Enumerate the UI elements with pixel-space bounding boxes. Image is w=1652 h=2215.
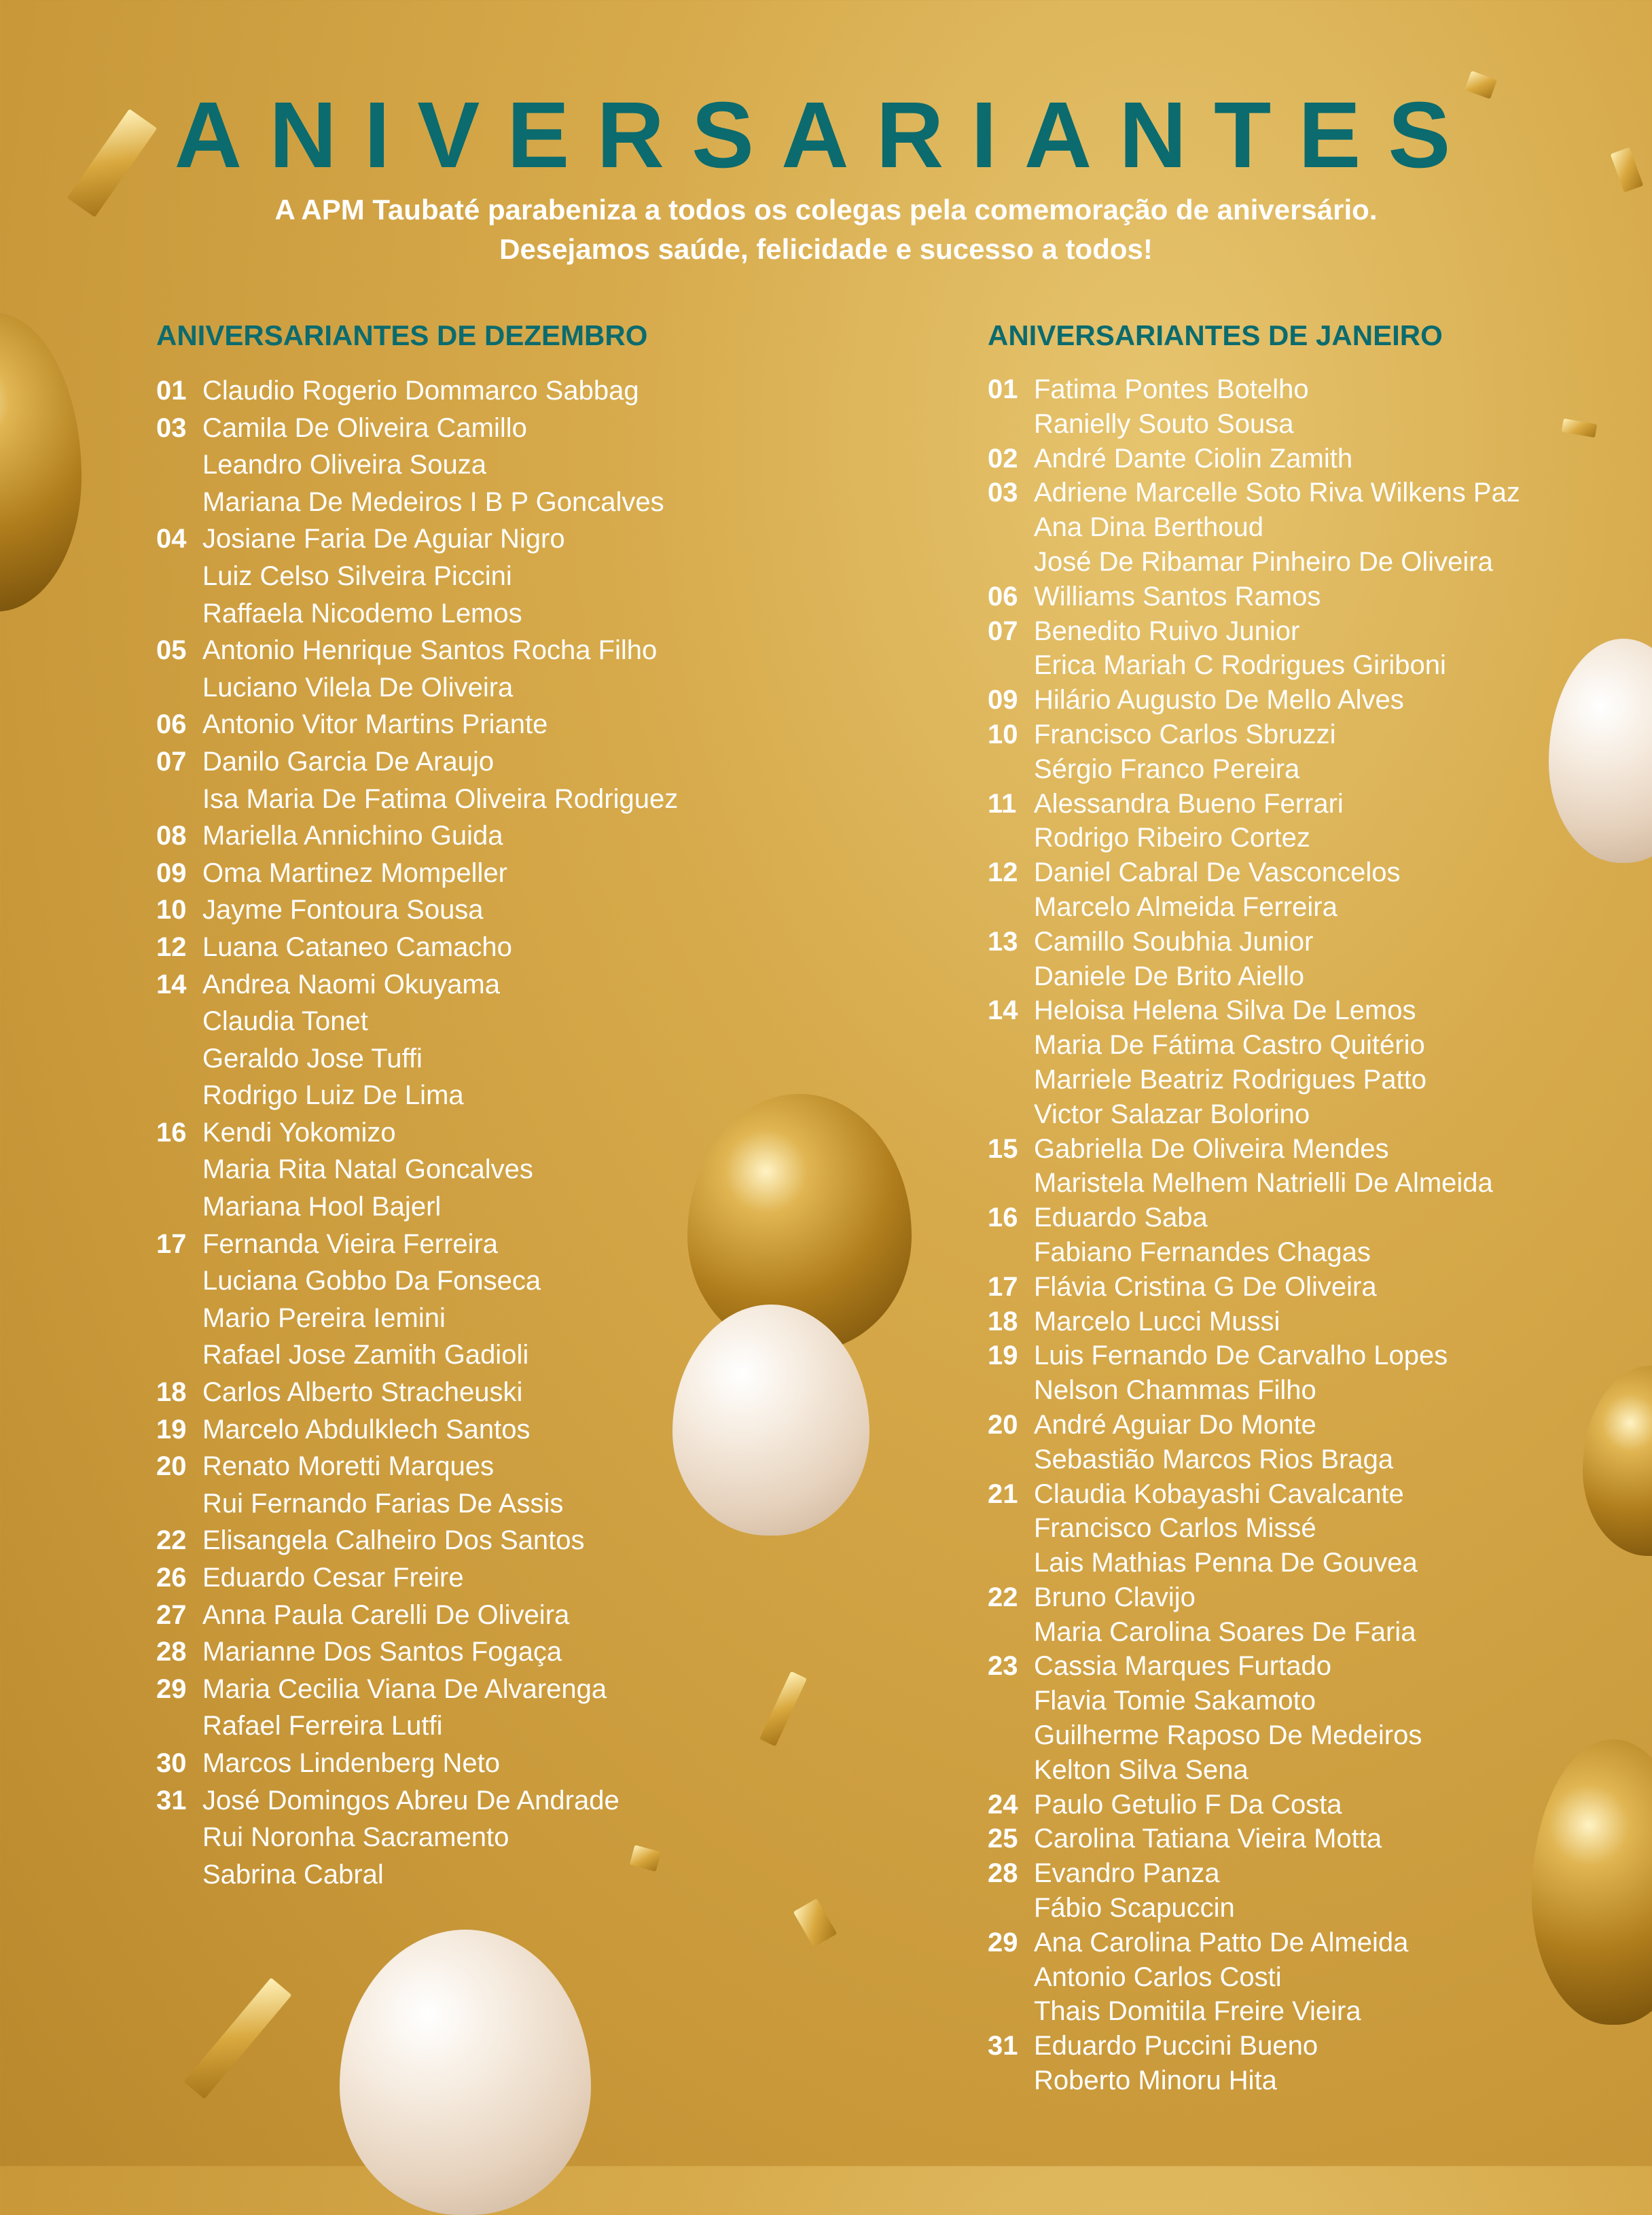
birthday-names: [1034, 993, 1599, 1131]
birthday-day: 26: [156, 1563, 187, 1593]
person-name: Mariana De Medeiros I B P Goncalves: [202, 486, 664, 517]
birthday-day: 07: [988, 616, 1018, 646]
birthday-day: 17: [988, 1271, 1018, 1302]
birthday-day: 24: [988, 1789, 1018, 1820]
person-name: Marcos Lindenberg Neto: [202, 1748, 501, 1778]
birthday-day: 31: [988, 2031, 1018, 2061]
person-name: Elisangela Calheiro Dos Santos: [202, 1525, 585, 1556]
birthday-entry: [156, 929, 836, 966]
birthday-entry: [156, 1597, 836, 1634]
birthday-day: 16: [988, 1203, 1018, 1233]
person-name: Victor Salazar Bolorino: [1034, 1099, 1310, 1129]
birthday-names: [1034, 580, 1599, 614]
birthday-day: 03: [988, 478, 1018, 508]
birthday-entry: [988, 787, 1599, 856]
person-name: Kendi Yokomizo: [202, 1117, 396, 1148]
person-name: Luciano Vilela De Oliveira: [202, 672, 514, 703]
birthday-day: 18: [988, 1306, 1018, 1336]
birthday-entry: [988, 1822, 1599, 1856]
birthday-entry: [988, 1788, 1599, 1822]
person-name: Isa Maria De Fatima Oliveira Rodriguez: [202, 783, 679, 814]
birthday-entry: [988, 1201, 1599, 1270]
person-name: Mario Pereira Iemini: [202, 1303, 446, 1333]
birthday-entry: [988, 1132, 1599, 1201]
page-title: ANIVERSARIANTES: [174, 83, 1478, 188]
person-name: José Domingos Abreu De Andrade: [202, 1785, 620, 1815]
birthday-day: 29: [156, 1673, 187, 1704]
birthday-entry: [156, 410, 836, 521]
birthday-names: [1034, 2029, 1599, 2098]
person-name: Carolina Tatiana Vieira Motta: [1034, 1824, 1382, 1854]
birthday-entry: [988, 1408, 1599, 1477]
person-name: Renato Moretti Marques: [202, 1451, 495, 1482]
birthday-names: [1034, 1926, 1599, 2029]
birthday-day: 09: [156, 857, 187, 888]
birthday-names: [202, 1114, 836, 1226]
birthday-day: 03: [156, 412, 187, 443]
birthday-day: 19: [156, 1414, 187, 1445]
person-name: Guilherme Raposo De Medeiros: [1034, 1720, 1422, 1751]
birthday-day: 11: [988, 788, 1017, 819]
person-name: Marriele Beatriz Rodrigues Patto: [1034, 1064, 1427, 1095]
person-name: Camila De Oliveira Camillo: [202, 412, 527, 443]
birthday-entry: [156, 1671, 836, 1745]
person-name: Eduardo Saba: [1034, 1203, 1208, 1233]
subtitle: [0, 190, 1652, 269]
birthday-entry: [156, 1411, 836, 1449]
birthday-day: 29: [988, 1927, 1018, 1957]
birthday-names: [202, 1633, 836, 1671]
january-heading: ANIVERSARIANTES DE JANEIRO: [988, 319, 1443, 351]
person-name: Fabiano Fernandes Chagas: [1034, 1237, 1371, 1267]
birthday-day: 12: [156, 932, 187, 962]
person-name: Sabrina Cabral: [202, 1859, 384, 1890]
birthday-day: 01: [156, 376, 187, 406]
birthday-day: 06: [156, 709, 187, 740]
person-name: Flavia Tomie Sakamoto: [1034, 1686, 1316, 1716]
birthday-day: 15: [988, 1133, 1018, 1164]
person-name: Mariella Annichino Guida: [202, 821, 503, 851]
january-column: [988, 319, 1599, 2098]
person-name: Rodrigo Luiz De Lima: [202, 1080, 464, 1111]
birthday-entry: [988, 372, 1599, 442]
birthday-entry: [156, 1633, 836, 1671]
december-heading: ANIVERSARIANTES DE DEZEMBRO: [156, 319, 648, 351]
person-name: Flávia Cristina G De Oliveira: [1034, 1271, 1377, 1302]
birthday-entry: [156, 520, 836, 632]
person-name: Benedito Ruivo Junior: [1034, 616, 1300, 646]
birthday-names: [1034, 1649, 1599, 1787]
person-name: Jayme Fontoura Sousa: [202, 895, 484, 925]
birthday-names: [202, 1448, 836, 1522]
confetti-piece: [183, 1978, 291, 2099]
person-name: Luis Fernando De Carvalho Lopes: [1034, 1341, 1448, 1371]
person-name: Francisco Carlos Missé: [1034, 1513, 1316, 1544]
birthday-names: [1034, 1477, 1599, 1580]
birthday-names: [1034, 372, 1599, 442]
birthday-names: [202, 817, 836, 855]
birthday-names: [1034, 1339, 1599, 1408]
person-name: Fernanda Vieira Ferreira: [202, 1228, 499, 1259]
birthday-entry: [156, 1226, 836, 1374]
birthday-names: [202, 1226, 836, 1374]
birthday-names: [202, 855, 836, 892]
person-name: Sérgio Franco Pereira: [1034, 754, 1300, 784]
person-name: Marianne Dos Santos Fogaça: [202, 1637, 562, 1667]
birthday-names: [202, 410, 836, 521]
january-list: [988, 372, 1599, 2098]
birthday-names: [202, 1522, 836, 1559]
birthday-entry: [988, 717, 1599, 787]
person-name: Marcelo Almeida Ferreira: [1034, 891, 1337, 922]
birthday-entry: [988, 855, 1599, 925]
birthday-names: [1034, 1408, 1599, 1477]
person-name: Carlos Alberto Stracheuski: [202, 1377, 523, 1408]
birthday-entry: [156, 706, 836, 743]
person-name: Anna Paula Carelli De Oliveira: [202, 1599, 570, 1630]
person-name: Rodrigo Ribeiro Cortez: [1034, 823, 1310, 853]
birthday-entry: [156, 1114, 836, 1226]
person-name: Francisco Carlos Sbruzzi: [1034, 719, 1336, 749]
birthday-day: 13: [988, 926, 1018, 957]
birthday-names: [202, 1559, 836, 1597]
person-name: Williams Santos Ramos: [1034, 581, 1321, 612]
person-name: Bruno Clavijo: [1034, 1582, 1196, 1612]
person-name: Paulo Getulio F Da Costa: [1034, 1789, 1342, 1820]
birthday-day: 20: [156, 1451, 187, 1482]
birthday-names: [1034, 717, 1599, 787]
person-name: André Dante Ciolin Zamith: [1034, 443, 1353, 474]
person-name: Rui Fernando Farias De Assis: [202, 1488, 564, 1519]
person-name: André Aguiar Do Monte: [1034, 1409, 1316, 1440]
birthday-day: 09: [988, 685, 1018, 715]
birthday-names: [1034, 683, 1599, 717]
birthday-day: 01: [988, 374, 1018, 404]
gold-balloon-left-edge: [0, 313, 82, 612]
person-name: Antonio Vitor Martins Priante: [202, 709, 548, 740]
birthday-day: 22: [156, 1525, 187, 1556]
person-name: Eduardo Cesar Freire: [202, 1563, 464, 1593]
birthday-names: [1034, 1580, 1599, 1650]
birthday-names: [1034, 925, 1599, 994]
birthday-day: 22: [988, 1582, 1018, 1612]
birthday-day: 21: [988, 1478, 1018, 1509]
person-name: Evandro Panza: [1034, 1858, 1220, 1889]
birthday-names: [202, 706, 836, 743]
person-name: Erica Mariah C Rodrigues Giriboni: [1034, 650, 1446, 681]
person-name: Rafael Ferreira Lutfi: [202, 1711, 443, 1741]
person-name: Mariana Hool Bajerl: [202, 1192, 442, 1222]
person-name: Antonio Henrique Santos Rocha Filho: [202, 635, 658, 666]
birthday-names: [1034, 1201, 1599, 1270]
person-name: Claudia Kobayashi Cavalcante: [1034, 1478, 1404, 1509]
birthday-day: 30: [156, 1748, 187, 1778]
birthday-entry: [156, 632, 836, 706]
birthday-entry: [988, 1305, 1599, 1339]
birthday-entry: [988, 925, 1599, 994]
birthday-day: 19: [988, 1341, 1018, 1371]
person-name: Maria Cecilia Viana De Alvarenga: [202, 1673, 607, 1704]
birthday-names: [1034, 787, 1599, 856]
birthday-day: 28: [988, 1858, 1018, 1889]
birthday-names: [1034, 1822, 1599, 1856]
birthday-names: [202, 372, 836, 410]
person-name: Andrea Naomi Okuyama: [202, 969, 500, 999]
person-name: Lais Mathias Penna De Gouvea: [1034, 1548, 1418, 1578]
birthday-names: [1034, 1856, 1599, 1926]
person-name: Luana Cataneo Camacho: [202, 932, 512, 962]
birthday-entry: [156, 1745, 836, 1782]
birthday-day: 05: [156, 635, 187, 666]
birthday-entry: [988, 1477, 1599, 1580]
birthday-day: 06: [988, 581, 1018, 612]
subtitle-line-2: Desejamos saúde, felicidade e sucesso a todos!: [499, 233, 1153, 265]
person-name: Daniele De Brito Aiello: [1034, 961, 1304, 991]
person-name: Raffaela Nicodemo Lemos: [202, 598, 522, 628]
december-column: [156, 319, 836, 1893]
birthday-entry: [988, 580, 1599, 614]
subtitle-line-1: A APM Taubaté parabeniza a todos os colegas pela comemoração de aniversário.: [274, 194, 1378, 226]
person-name: José De Ribamar Pinheiro De Oliveira: [1034, 546, 1493, 577]
person-name: Leandro Oliveira Souza: [202, 450, 487, 480]
person-name: Ranielly Souto Sousa: [1034, 408, 1294, 439]
person-name: Ana Carolina Patto De Almeida: [1034, 1927, 1409, 1957]
birthday-day: 27: [156, 1599, 187, 1630]
birthday-entry: [988, 476, 1599, 579]
person-name: Ana Dina Berthoud: [1034, 512, 1264, 543]
birthday-names: [202, 1671, 836, 1745]
birthday-entry: [156, 1448, 836, 1522]
birthday-day: 08: [156, 821, 187, 851]
birthday-entry: [988, 1580, 1599, 1650]
birthday-entry: [988, 683, 1599, 717]
birthday-names: [202, 1745, 836, 1782]
person-name: Marcelo Abdulklech Santos: [202, 1414, 531, 1445]
person-name: Oma Martinez Mompeller: [202, 857, 508, 888]
birthday-names: [1034, 1788, 1599, 1822]
birthday-entry: [988, 1649, 1599, 1787]
birthday-names: [202, 966, 836, 1114]
birthday-entry: [156, 1522, 836, 1559]
birthday-day: 23: [988, 1651, 1018, 1682]
person-name: Nelson Chammas Filho: [1034, 1375, 1316, 1406]
birthday-entry: [156, 855, 836, 892]
person-name: Claudio Rogerio Dommarco Sabbag: [202, 376, 639, 406]
pearl-balloon-bottom: [340, 1930, 591, 2215]
birthday-day: 28: [156, 1637, 187, 1667]
person-name: Claudia Tonet: [202, 1006, 368, 1037]
person-name: Thais Domitila Freire Vieira: [1034, 1996, 1361, 2027]
birthday-day: 14: [988, 995, 1018, 1026]
birthday-names: [1034, 1305, 1599, 1339]
birthday-day: 10: [156, 895, 187, 925]
birthday-entry: [156, 1374, 836, 1411]
birthday-names: [202, 632, 836, 706]
birthday-day: 16: [156, 1117, 187, 1148]
person-name: Danilo Garcia De Araujo: [202, 746, 495, 777]
birthday-day: 20: [988, 1409, 1018, 1440]
birthday-names: [202, 1411, 836, 1449]
person-name: Hilário Augusto De Mello Alves: [1034, 685, 1404, 715]
person-name: Adriene Marcelle Soto Riva Wilkens Paz: [1034, 478, 1520, 508]
person-name: Rui Noronha Sacramento: [202, 1822, 509, 1853]
birthday-day: 02: [988, 443, 1018, 474]
birthday-day: 25: [988, 1824, 1018, 1854]
person-name: Josiane Faria De Aguiar Nigro: [202, 524, 565, 554]
birthday-entry: [156, 743, 836, 817]
birthday-entry: [988, 442, 1599, 476]
birthday-names: [202, 1374, 836, 1411]
person-name: Cassia Marques Furtado: [1034, 1651, 1331, 1682]
birthday-day: 07: [156, 746, 187, 777]
birthday-day: 17: [156, 1228, 187, 1259]
birthday-names: [202, 1597, 836, 1634]
person-name: Rafael Jose Zamith Gadioli: [202, 1340, 529, 1370]
person-name: Fábio Scapuccin: [1034, 1893, 1235, 1924]
birthday-names: [202, 743, 836, 817]
birthday-entry: [156, 1782, 836, 1894]
birthday-names: [202, 891, 836, 929]
person-name: Antonio Carlos Costi: [1034, 1962, 1282, 1992]
birthday-day: 10: [988, 719, 1018, 749]
birthday-entry: [156, 1559, 836, 1597]
birthday-day: 12: [988, 857, 1018, 888]
person-name: Daniel Cabral De Vasconcelos: [1034, 857, 1401, 888]
birthday-entry: [156, 372, 836, 410]
birthday-entry: [988, 1270, 1599, 1305]
birthday-names: [1034, 442, 1599, 476]
person-name: Gabriella De Oliveira Mendes: [1034, 1133, 1389, 1164]
birthday-names: [1034, 1132, 1599, 1201]
birthday-day: 31: [156, 1785, 187, 1815]
birthday-entry: [988, 1926, 1599, 2029]
person-name: Maria De Fátima Castro Quitério: [1034, 1030, 1425, 1061]
birthday-entry: [988, 614, 1599, 684]
person-name: Camillo Soubhia Junior: [1034, 926, 1314, 957]
december-list: [156, 372, 836, 1893]
birthday-entry: [988, 1339, 1599, 1408]
person-name: Heloisa Helena Silva De Lemos: [1034, 995, 1416, 1026]
birthday-day: 18: [156, 1377, 187, 1408]
person-name: Roberto Minoru Hita: [1034, 2066, 1277, 2096]
birthday-names: [1034, 1270, 1599, 1305]
birthday-names: [1034, 476, 1599, 579]
person-name: Sebastião Marcos Rios Braga: [1034, 1444, 1394, 1474]
person-name: Kelton Silva Sena: [1034, 1754, 1249, 1785]
birthday-names: [1034, 614, 1599, 684]
person-name: Luciana Gobbo Da Fonseca: [202, 1266, 541, 1296]
person-name: Fatima Pontes Botelho: [1034, 374, 1309, 404]
confetti-piece: [793, 1898, 838, 1947]
birthday-entry: [156, 966, 836, 1114]
birthday-entry: [988, 993, 1599, 1131]
birthday-names: [202, 520, 836, 632]
birthday-day: 14: [156, 969, 187, 999]
birthday-entry: [156, 817, 836, 855]
birthday-entry: [988, 2029, 1599, 2098]
person-name: Maria Rita Natal Goncalves: [202, 1154, 533, 1185]
birthday-day: 04: [156, 524, 187, 554]
person-name: Alessandra Bueno Ferrari: [1034, 788, 1344, 819]
birthday-names: [202, 1782, 836, 1894]
person-name: Marcelo Lucci Mussi: [1034, 1306, 1280, 1336]
birthday-entry: [988, 1856, 1599, 1926]
birthday-entry: [156, 891, 836, 929]
person-name: Maria Carolina Soares De Faria: [1034, 1616, 1416, 1647]
birthday-names: [202, 929, 836, 966]
birthday-names: [1034, 855, 1599, 925]
person-name: Eduardo Puccini Bueno: [1034, 2031, 1318, 2061]
person-name: Luiz Celso Silveira Piccini: [202, 561, 512, 591]
person-name: Geraldo Jose Tuffi: [202, 1043, 423, 1074]
person-name: Maristela Melhem Natrielli De Almeida: [1034, 1168, 1493, 1199]
